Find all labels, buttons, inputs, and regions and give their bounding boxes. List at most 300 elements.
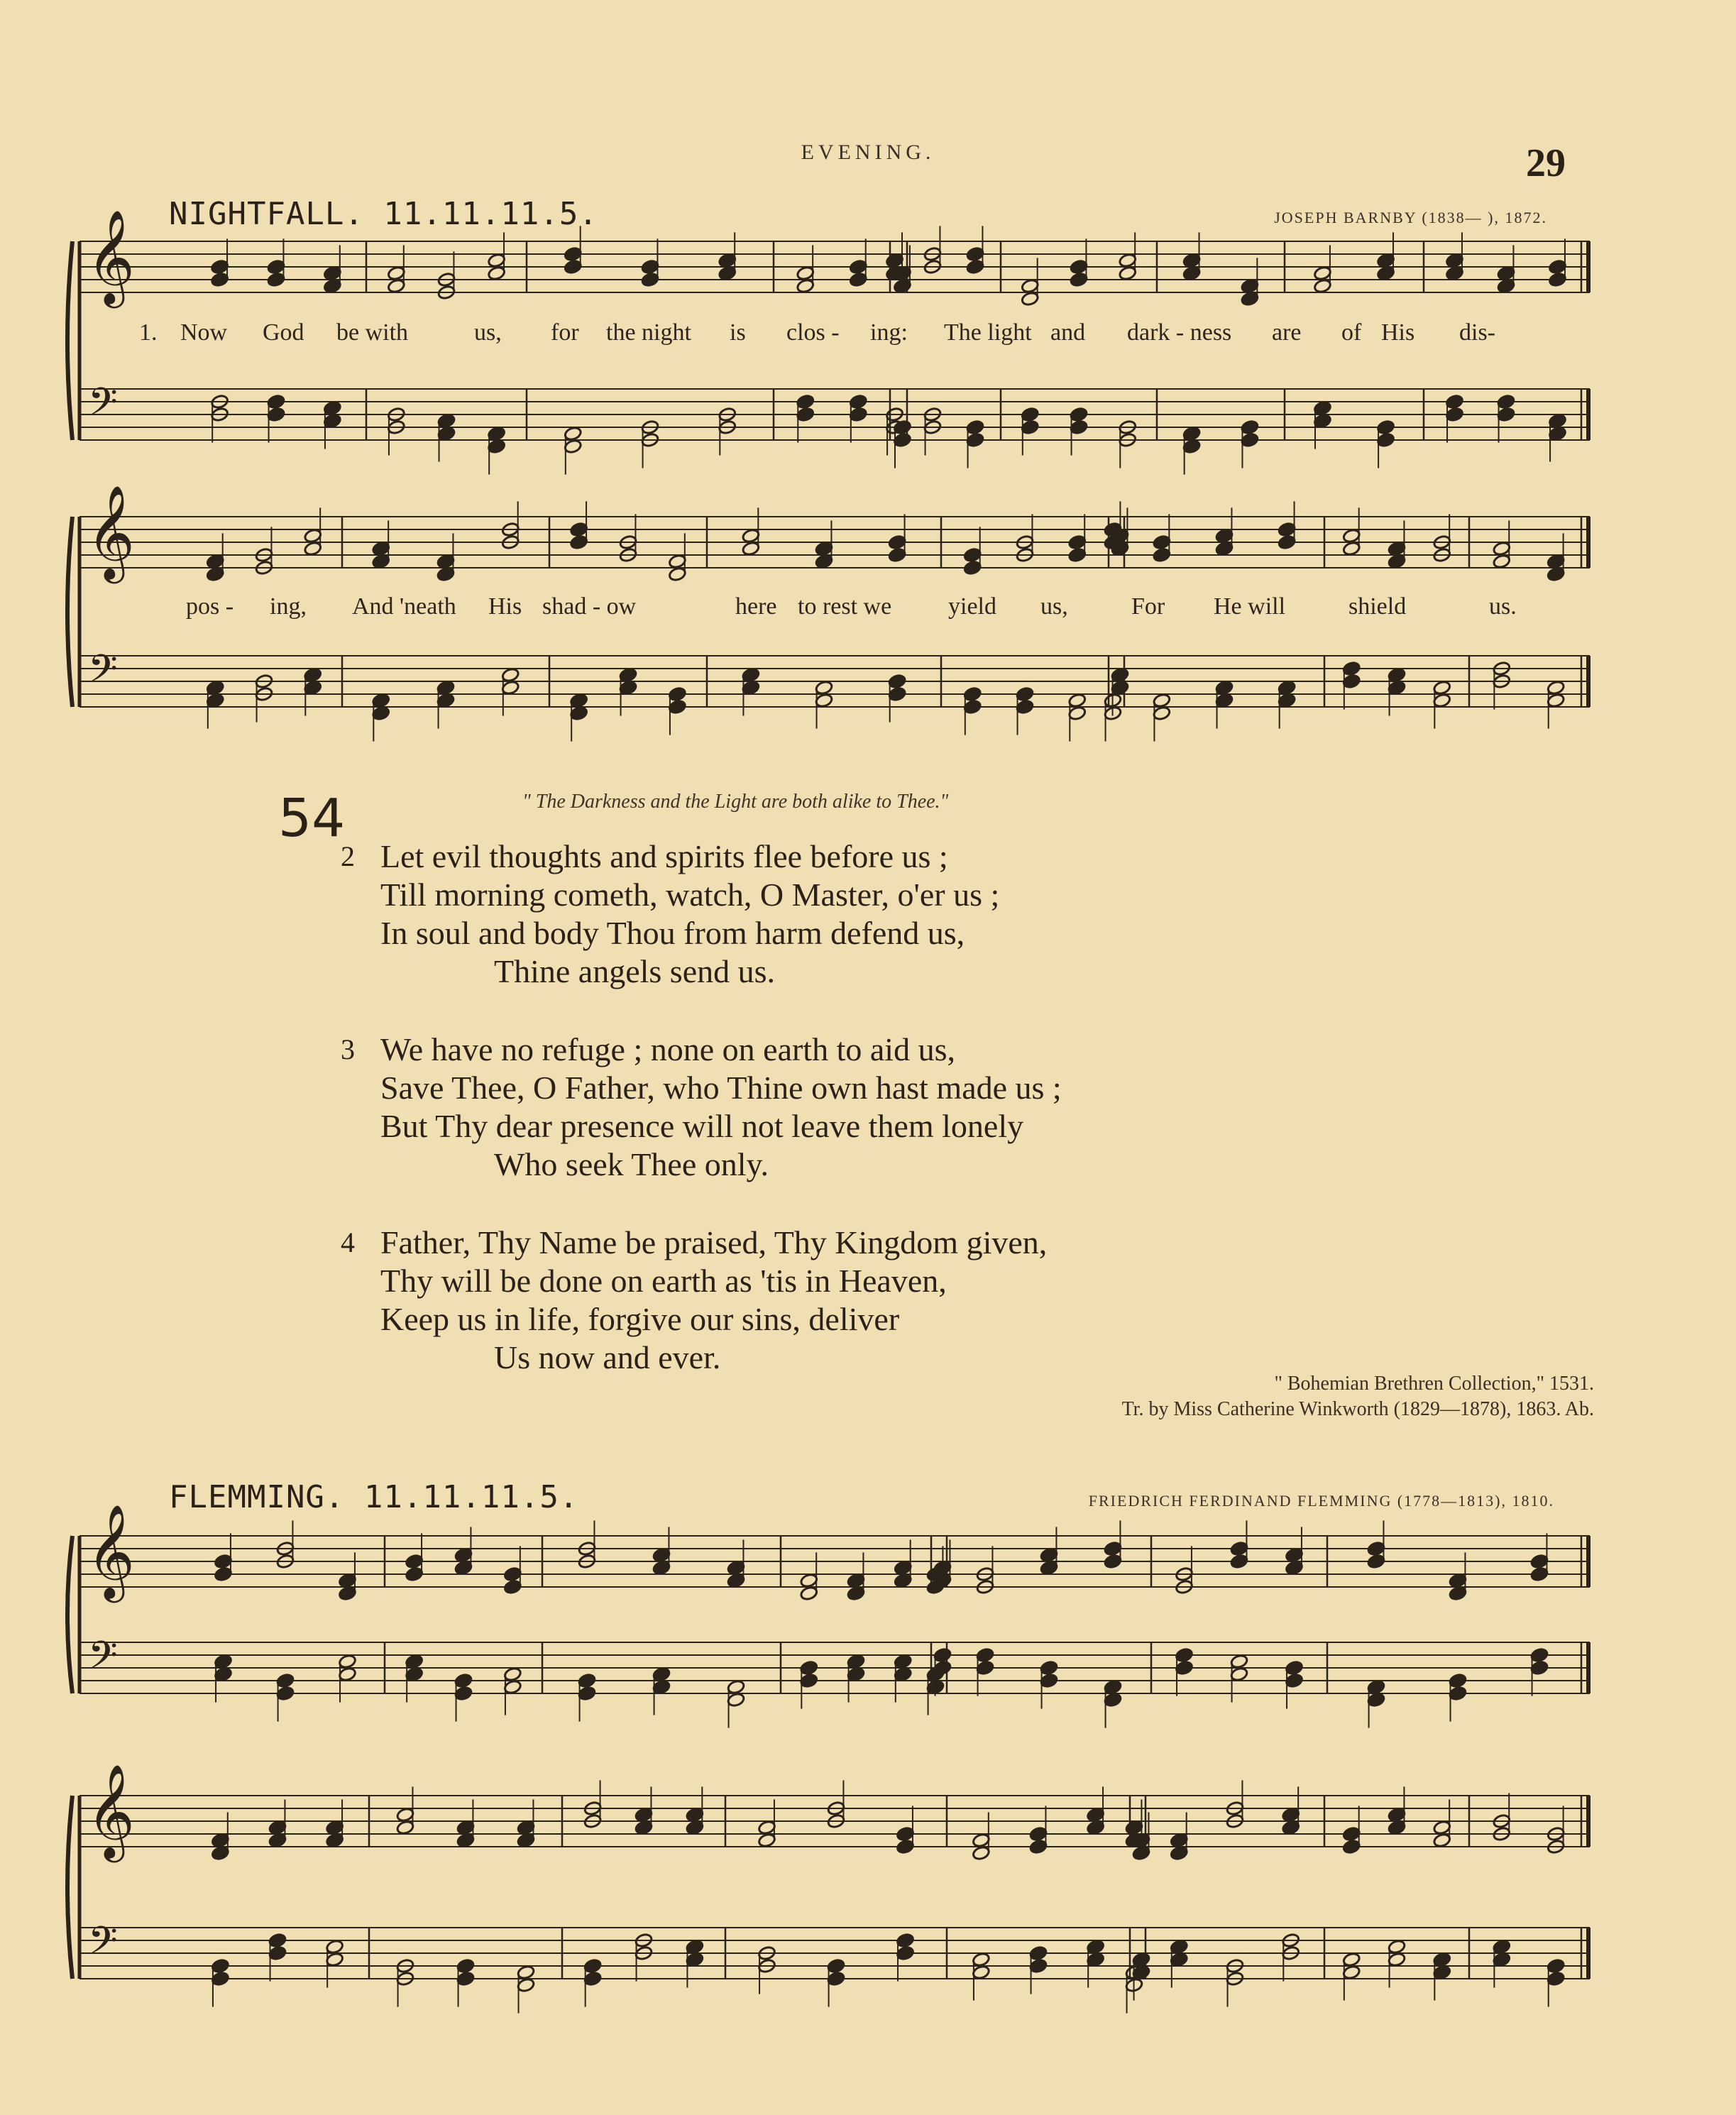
note-head: [1449, 1586, 1467, 1601]
note-head: [564, 246, 582, 262]
note-head: [849, 407, 867, 422]
note-head: [454, 1686, 473, 1701]
note-head: [1230, 1666, 1248, 1682]
note-head: [1282, 1820, 1300, 1835]
treble-clef-icon: 𝄞: [87, 485, 136, 581]
note-head: [488, 439, 506, 454]
note-head: [1388, 1820, 1406, 1835]
note-head: [1068, 705, 1087, 721]
note-head: [1388, 680, 1406, 696]
note-head: [888, 674, 906, 689]
treble-clef-icon: 𝄞: [87, 1764, 136, 1859]
note-head: [933, 1647, 952, 1663]
note-head: [1068, 547, 1087, 563]
lyric-syllable: shad - ow: [542, 593, 637, 620]
note-head: [1342, 1826, 1361, 1842]
note-head: [564, 426, 582, 441]
note-head: [1547, 680, 1565, 696]
note-head: [456, 1958, 475, 1974]
note-head: [727, 1573, 745, 1588]
system-brace: [67, 1796, 72, 1979]
note-head: [652, 1679, 671, 1695]
note-head: [1388, 1952, 1406, 1967]
note-head: [1230, 1654, 1248, 1669]
note-head: [1285, 1547, 1303, 1563]
hymn-translator: Tr. by Miss Catherine Winkworth (1829—1878), 1863. Ab.: [1121, 1398, 1594, 1420]
page-number: 29: [1526, 141, 1566, 185]
note-head: [1021, 407, 1039, 422]
note-head: [896, 1839, 914, 1855]
lyric-syllable: His: [1381, 319, 1415, 346]
lyric-syllable: dis-: [1459, 319, 1495, 346]
note-head: [436, 693, 455, 708]
note-head: [634, 1820, 653, 1835]
note-head: [1241, 432, 1259, 448]
note-head: [1530, 1554, 1549, 1569]
bass-clef-icon: 𝄢: [88, 1918, 118, 1972]
note-head: [1376, 253, 1395, 268]
note-head: [1182, 439, 1201, 454]
treble-clef-icon: 𝄞: [87, 209, 136, 305]
note-head: [796, 394, 815, 410]
bass-clef-icon: 𝄢: [88, 380, 118, 434]
note-head: [1070, 419, 1088, 435]
note-head: [1070, 407, 1088, 422]
note-head: [963, 699, 982, 715]
note-head: [488, 426, 506, 441]
stanza-number: 4: [341, 1226, 355, 1258]
lyric-syllable: us.: [1489, 593, 1517, 620]
lyric-syllable: His: [488, 593, 522, 620]
stanza-line: We have no refuge ; none on earth to aid us,: [380, 1031, 955, 1067]
note-head: [501, 680, 520, 696]
note-head: [206, 566, 224, 582]
note-head: [268, 1820, 287, 1835]
note-head: [1087, 1820, 1105, 1835]
note-head: [742, 541, 760, 556]
note-head: [578, 1673, 596, 1688]
note-head: [1068, 534, 1087, 550]
note-head: [583, 1958, 602, 1974]
note-head: [456, 1833, 475, 1848]
note-head: [1278, 522, 1296, 537]
note-head: [1278, 680, 1296, 696]
note-head: [454, 1673, 473, 1688]
note-head: [1433, 1820, 1451, 1835]
note-head: [570, 693, 588, 708]
note-head: [972, 1833, 990, 1848]
note-head: [304, 528, 322, 544]
note-head: [456, 1971, 475, 1987]
note-head: [1497, 394, 1515, 410]
note-head: [488, 253, 506, 268]
note-head: [1547, 1971, 1565, 1987]
note-head: [326, 1820, 344, 1835]
note-head: [619, 680, 637, 696]
note-head: [849, 272, 867, 287]
lyric-syllable: He will: [1214, 593, 1286, 620]
note-head: [888, 686, 906, 702]
note-head: [963, 560, 982, 576]
note-head: [1493, 554, 1511, 569]
note-head: [847, 1666, 865, 1682]
note-head: [641, 259, 659, 275]
note-head: [1070, 272, 1088, 287]
lyric-syllable: here: [735, 593, 777, 620]
note-head: [436, 680, 455, 696]
bass-clef-icon: 𝄢: [88, 1633, 118, 1687]
stanza-4: [341, 1224, 1405, 1380]
note-head: [304, 667, 322, 683]
note-head: [742, 680, 760, 696]
stanza-line: Save Thee, O Father, who Thine own hast made us ;: [380, 1070, 1062, 1106]
note-head: [1153, 693, 1171, 708]
note-head: [1493, 541, 1511, 556]
note-head: [564, 259, 582, 275]
note-head: [1342, 674, 1361, 689]
note-head: [668, 554, 686, 569]
note-head: [718, 253, 737, 268]
note-head: [583, 1971, 602, 1987]
note-head: [1285, 1560, 1303, 1576]
note-head: [323, 265, 341, 281]
note-head: [1119, 253, 1137, 268]
note-head: [641, 272, 659, 287]
note-head: [268, 1945, 287, 1961]
note-head: [1040, 1673, 1058, 1688]
lyric-syllable: 1.: [139, 319, 158, 346]
lyric-syllable: yield: [948, 593, 996, 620]
lyric-syllable: for: [551, 319, 579, 346]
note-head: [304, 680, 322, 696]
note-head: [893, 278, 911, 294]
note-head: [963, 686, 982, 702]
note-head: [387, 265, 405, 281]
note-head: [800, 1660, 818, 1676]
note-head: [1021, 291, 1039, 307]
note-head: [1087, 1939, 1105, 1955]
stanza-number: 2: [341, 840, 355, 872]
note-head: [1104, 1541, 1122, 1556]
note-head: [1367, 1679, 1385, 1695]
note-head: [1433, 693, 1451, 708]
note-head: [1087, 1807, 1105, 1823]
note-head: [893, 432, 911, 448]
note-head: [896, 1826, 914, 1842]
note-head: [827, 1971, 845, 1987]
note-head: [1548, 426, 1566, 441]
lyric-syllable: Now: [180, 319, 228, 346]
note-head: [1040, 1560, 1058, 1576]
note-head: [1342, 528, 1361, 544]
system-brace: [67, 517, 72, 707]
note-head: [815, 541, 833, 556]
lyric-syllable: For: [1131, 593, 1165, 620]
stanza-line: Father, Thy Name be praised, Thy Kingdom given,: [380, 1224, 1048, 1260]
note-head: [1367, 1692, 1385, 1708]
note-head: [686, 1939, 704, 1955]
note-head: [268, 1833, 287, 1848]
note-head: [894, 1654, 912, 1669]
note-head: [1170, 1833, 1188, 1848]
note-head: [211, 1971, 229, 1987]
note-head: [815, 693, 833, 708]
note-head: [276, 1673, 295, 1688]
note-head: [1125, 1820, 1143, 1835]
note-head: [1285, 1660, 1303, 1676]
note-head: [652, 1547, 671, 1563]
note-head: [1153, 547, 1171, 563]
note-head: [326, 1939, 344, 1955]
note-head: [338, 1654, 356, 1669]
note-head: [1433, 1833, 1451, 1848]
note-head: [972, 1845, 990, 1861]
note-head: [503, 1679, 522, 1695]
note-head: [1153, 705, 1171, 721]
note-head: [1548, 413, 1566, 429]
note-head: [1215, 541, 1234, 556]
bass-clef-icon: 𝄢: [88, 647, 118, 701]
note-head: [686, 1952, 704, 1967]
lyric-syllable: clos -: [786, 319, 840, 346]
stanza-line: Keep us in life, forgive our sins, deliver: [380, 1301, 900, 1337]
note-head: [1278, 534, 1296, 550]
note-head: [1104, 1554, 1122, 1569]
lyric-syllable: us,: [474, 319, 502, 346]
note-head: [454, 1547, 473, 1563]
note-head: [501, 667, 520, 683]
note-head: [211, 1833, 229, 1848]
note-head: [1021, 419, 1039, 435]
note-head: [1111, 680, 1129, 696]
note-head: [1132, 1845, 1150, 1861]
section-title: EVENING.: [801, 141, 935, 164]
stanza-line: Thine angels send us.: [494, 953, 776, 989]
note-head: [800, 1673, 818, 1688]
note-head: [847, 1586, 865, 1601]
note-head: [517, 1820, 535, 1835]
note-head: [1029, 1958, 1048, 1974]
note-head: [214, 1554, 232, 1569]
note-head: [206, 554, 224, 569]
note-head: [1029, 1826, 1048, 1842]
tune1-meter: 11.11.11.5.: [383, 196, 598, 232]
note-head: [652, 1560, 671, 1576]
note-head: [1230, 1554, 1248, 1569]
note-head: [1530, 1647, 1549, 1663]
note-head: [757, 1833, 776, 1848]
note-head: [1070, 259, 1088, 275]
note-head: [1313, 400, 1331, 416]
note-head: [1182, 265, 1201, 281]
note-head: [211, 272, 229, 287]
lyric-syllable: The light: [944, 319, 1032, 346]
note-head: [1388, 554, 1406, 569]
note-head: [1388, 667, 1406, 683]
note-head: [267, 394, 285, 410]
tune1-name: NIGHTFALL.: [169, 196, 364, 232]
note-head: [963, 547, 982, 563]
note-head: [1449, 1573, 1467, 1588]
tune2-title: [169, 1479, 578, 1515]
tune1-composer: JOSEPH BARNBY (1838— ), 1872.: [1274, 209, 1547, 226]
lyric-syllable: God: [263, 319, 304, 346]
note-head: [1313, 413, 1331, 429]
note-head: [1547, 566, 1565, 582]
note-head: [966, 259, 984, 275]
note-head: [323, 400, 341, 416]
note-head: [1547, 554, 1565, 569]
note-head: [1530, 1566, 1549, 1582]
note-head: [1132, 1952, 1150, 1967]
tune2-composer: FRIEDRICH FERDINAND FLEMMING (1778—1813), 1810.: [1088, 1492, 1554, 1510]
note-head: [1313, 278, 1331, 294]
note-head: [888, 547, 906, 563]
note-head: [1376, 432, 1395, 448]
lyric-syllable: and: [1050, 319, 1086, 346]
note-head: [454, 1560, 473, 1576]
note-head: [267, 272, 285, 287]
note-head: [1497, 407, 1515, 422]
note-head: [323, 278, 341, 294]
stanza-line: Till morning cometh, watch, O Master, o'er us ;: [380, 877, 1000, 913]
note-head: [1547, 693, 1565, 708]
note-head: [815, 680, 833, 696]
note-head: [405, 1554, 424, 1569]
note-head: [1445, 394, 1463, 410]
lyric-syllable: the night: [606, 319, 691, 346]
note-head: [966, 419, 984, 435]
note-head: [1175, 1647, 1193, 1663]
note-head: [338, 1573, 356, 1588]
note-head: [517, 1965, 535, 1980]
system-brace: [67, 241, 72, 440]
stanza-line: But Thy dear presence will not leave them lonely: [380, 1108, 1024, 1144]
note-head: [727, 1679, 745, 1695]
note-head: [1547, 1958, 1565, 1974]
stanza-line: In soul and body Thou from harm defend us,: [380, 915, 965, 951]
note-head: [570, 522, 588, 537]
note-head: [211, 1958, 229, 1974]
note-head: [1493, 1952, 1511, 1967]
note-head: [686, 1820, 704, 1835]
note-head: [323, 413, 341, 429]
note-head: [1170, 1845, 1188, 1861]
lyric-syllable: be with: [336, 319, 409, 346]
stanza-line: Who seek Thee only.: [494, 1146, 769, 1182]
note-head: [405, 1654, 424, 1669]
note-head: [668, 566, 686, 582]
note-head: [338, 1666, 356, 1682]
note-head: [1170, 1939, 1188, 1955]
note-head: [503, 1579, 522, 1595]
note-head: [214, 1666, 232, 1682]
note-head: [1029, 1945, 1048, 1961]
note-head: [211, 259, 229, 275]
note-head: [1449, 1686, 1467, 1701]
note-head: [405, 1666, 424, 1682]
note-head: [1104, 1679, 1122, 1695]
note-head: [1388, 1939, 1406, 1955]
note-head: [1388, 541, 1406, 556]
note-head: [578, 1686, 596, 1701]
note-head: [326, 1833, 344, 1848]
lyric-syllable: pos -: [186, 593, 234, 620]
lyric-syllable: us,: [1040, 593, 1068, 620]
lyric-syllable: is: [730, 319, 746, 346]
note-head: [727, 1692, 745, 1708]
note-head: [1241, 419, 1259, 435]
note-head: [206, 693, 224, 708]
note-head: [372, 554, 390, 569]
note-head: [1497, 265, 1515, 281]
note-head: [1313, 265, 1331, 281]
note-head: [1119, 265, 1137, 281]
note-head: [405, 1566, 424, 1582]
note-head: [304, 541, 322, 556]
note-head: [436, 554, 455, 569]
note-head: [214, 1654, 232, 1669]
note-head: [800, 1586, 818, 1601]
note-head: [976, 1647, 994, 1663]
note-head: [1241, 291, 1259, 307]
lyric-syllable: are: [1272, 319, 1302, 346]
tune2-name: FLEMMING.: [169, 1479, 345, 1515]
system-brace: [67, 1536, 72, 1693]
note-head: [1376, 419, 1395, 435]
lyric-syllable: to rest we: [798, 593, 892, 620]
note-head: [1445, 407, 1463, 422]
note-head: [456, 1820, 475, 1835]
lyric-syllable: of: [1341, 319, 1362, 346]
note-head: [885, 253, 903, 268]
note-head: [1497, 278, 1515, 294]
note-head: [1278, 693, 1296, 708]
note-head: [570, 705, 588, 721]
note-head: [267, 259, 285, 275]
note-head: [1449, 1673, 1467, 1688]
lyric-syllable: ing:: [870, 319, 908, 346]
lyric-syllable: dark - ness: [1127, 319, 1232, 346]
note-head: [437, 413, 456, 429]
hymn-number: 54: [278, 788, 346, 849]
note-head: [1433, 1952, 1451, 1967]
treble-clef-icon: 𝄞: [87, 1504, 136, 1600]
note-head: [1388, 1807, 1406, 1823]
note-head: [1376, 265, 1395, 281]
note-head: [896, 1945, 914, 1961]
note-head: [276, 1686, 295, 1701]
note-head: [634, 1807, 653, 1823]
note-head: [976, 1660, 994, 1676]
note-head: [570, 534, 588, 550]
note-head: [1215, 680, 1234, 696]
note-head: [933, 1660, 952, 1676]
note-head: [387, 278, 405, 294]
note-head: [1342, 1952, 1361, 1967]
note-head: [686, 1807, 704, 1823]
note-head: [1342, 1839, 1361, 1855]
note-head: [372, 705, 390, 721]
note-head: [1230, 1541, 1248, 1556]
note-head: [1215, 528, 1234, 544]
note-head: [211, 1845, 229, 1861]
note-head: [1241, 278, 1259, 294]
note-head: [1285, 1673, 1303, 1688]
note-head: [1182, 426, 1201, 441]
note-head: [372, 541, 390, 556]
note-head: [1493, 1939, 1511, 1955]
